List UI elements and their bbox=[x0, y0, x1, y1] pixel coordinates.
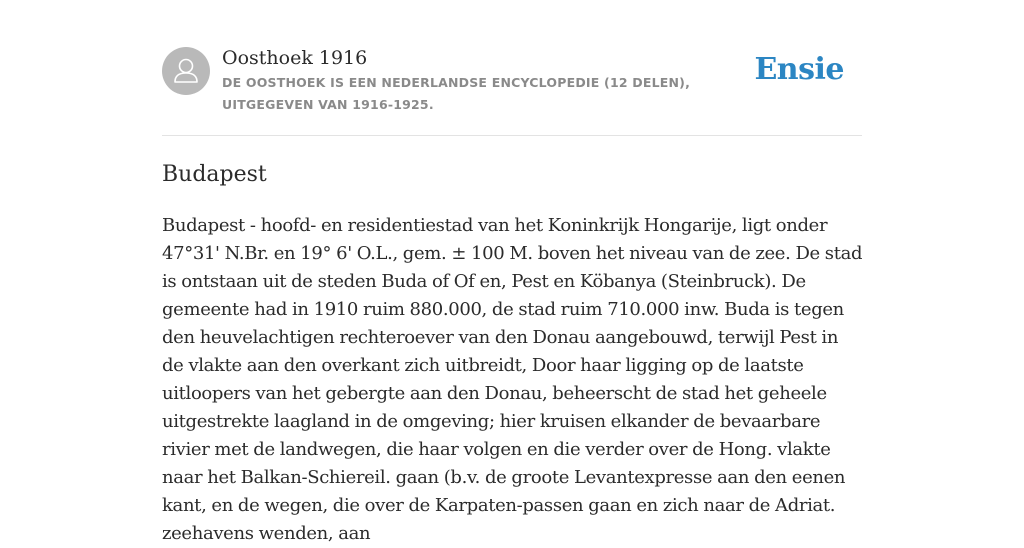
header-divider bbox=[162, 135, 862, 136]
source-header bbox=[162, 46, 862, 116]
user-silhouette-icon bbox=[162, 47, 210, 95]
source-description: DE OOSTHOEK IS EEN NEDERLANDSE ENCYCLOPEDIE (12 DELEN), UITGEGEVEN VAN 1916-1925. bbox=[222, 75, 691, 112]
source-title[interactable]: Oosthoek 1916 bbox=[222, 47, 368, 69]
entry-body: Budapest - hoofd- en residentiestad van het Koninkrijk Hongarije, ligt onder 47°31' N.Br. en 19° 6' O.L., gem. ± 100 M. boven het niveau van de zee. De stad is ontstaan uit de steden Buda of Of en, Pest en Köbanya (Steinbruck). De gemeente had in 1910 ruim 880.000, de stad ruim 710.000 inw. Buda is tegen den heuvelachtigen rechteroever van den Donau aangebouwd, terwijl Pest in de vlakte aan den overkant zich uitbreidt, Door haar ligging op de laatste uitloopers van het gebergte aan den Donau, beheerscht de stad het geheele uitgestrekte laagland in de omgeving; hier kruisen elkander de bevaarbare rivier met de landwegen, die haar volgen en die verder over de Hong. vlakte naar het Balkan-Schiereil. gaan (b.v. de groote Levantexpresse aan den eenen kant, en de wegen, die over de Karpaten-passen gaan en zich naar de Adriat. zeehavens wenden, aan bbox=[162, 215, 863, 544]
ensie-logo-link[interactable]: Ensie bbox=[754, 52, 844, 87]
entry-title: Budapest bbox=[162, 162, 267, 187]
user-avatar-icon[interactable] bbox=[162, 47, 210, 95]
